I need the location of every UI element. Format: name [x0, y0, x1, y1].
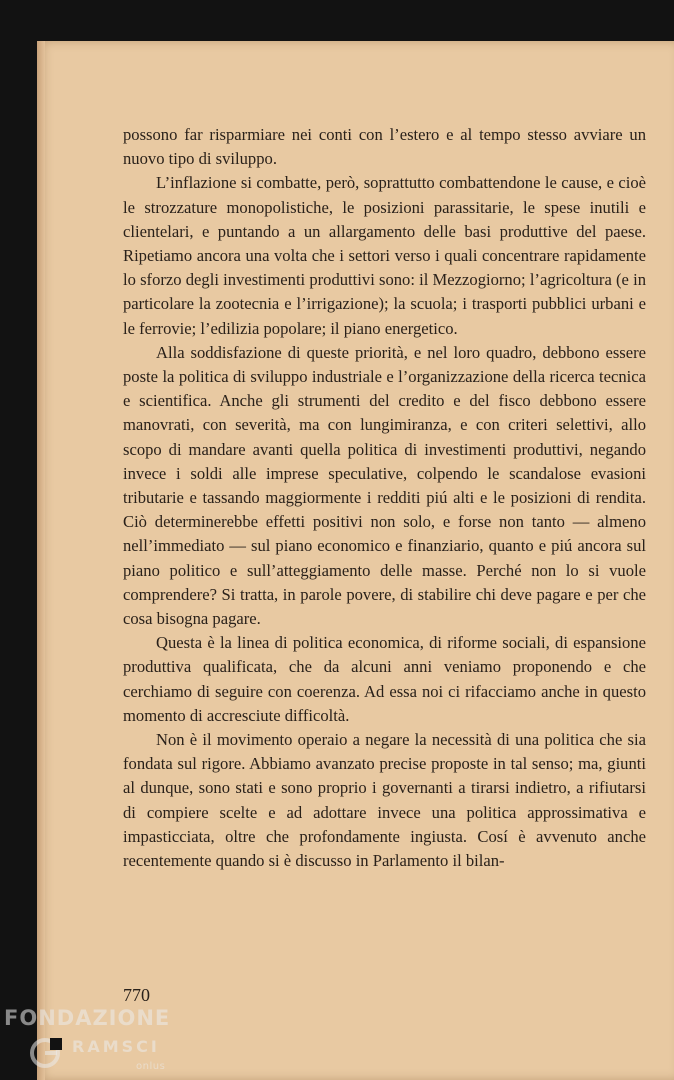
watermark-line1: FONDAZIONE	[4, 1006, 171, 1030]
watermark-line2: RAMSCI	[72, 1037, 160, 1056]
paragraph: Questa è la linea di politica economica, di riforme sociali, di espansione produttiva qualificata, che da alcuni anni veniamo proponendo e che cerchiamo di seguire con coerenza. Ad essa noi ci rifacciamo anche in questo momento di accresciute difficoltà.	[123, 633, 646, 725]
watermark	[4, 1006, 171, 1072]
page-number: 770	[123, 985, 150, 1005]
gramsci-logo-icon	[28, 1036, 62, 1070]
paragraph: Alla soddisfazione di queste priorità, e nel loro quadro, debbono essere poste la politica di sviluppo industriale e l’organizzazione della ricerca tecnica e scientifica. Anche gli strumenti del credito e del fisco debbono essere manovrati, con severità, ma con lungimiranza, e con criteri selettivi, allo scopo di mandare avanti quella politica di investimenti produttivi, negando invece i soldi alle imprese speculative, colpendo le scandalose evasioni tributarie e tassando maggiormente i redditi piú alti e le posizioni di rendita. Ciò determinerebbe effetti positivi non solo, e forse non tanto — almeno nell’immediato — sul piano economico e finanziario, quanto e piú ancora sul piano politico e sull’atteggiamento delle masse. Perché non lo si vuole comprendere? Si tratta, in parole povere, di stabilire chi deve pagare e per che cosa bisogna pagare.	[123, 342, 646, 629]
body-text	[123, 123, 646, 873]
paragraph: L’inflazione si combatte, però, soprattutto combattendone le cause, e cioè le strozzature monopolistiche, le posizioni parassitarie, le spese inutili e clientelari, e puntando a un allargamento delle basi produttive del paese. Ripetiamo ancora una volta che i settori verso i quali concentrare rapidamente lo sforzo degli investimenti produttivi sono: il Mezzogiorno; l’agricoltura (e in particolare la zootecnia e l’irrigazione); la scuola; i trasporti pubblici urbani e le ferrovie; l’edilizia popolare; il piano energetico.	[123, 173, 646, 338]
watermark-sub: onlus	[136, 1061, 166, 1072]
paragraph: Non è il movimento operaio a negare la necessità di una politica che sia fondata sul rigore. Abbiamo avanzato precise proposte in tal senso; ma, giunti al dunque, sono stati e sono proprio i governanti a tirarsi indietro, a rifiutarsi di compiere scelte e ad adottare invece una politica approssimativa e impasticciata, oltre che profondamente ingiusta. Cosí è avvenuto anche recentemente quando si è discusso in Parlamento il bilan-	[123, 730, 646, 871]
paragraph: possono far risparmiare nei conti con l’estero e al tempo stesso avviare un nuovo tipo di sviluppo.	[123, 125, 646, 169]
page-gutter	[37, 41, 45, 1080]
